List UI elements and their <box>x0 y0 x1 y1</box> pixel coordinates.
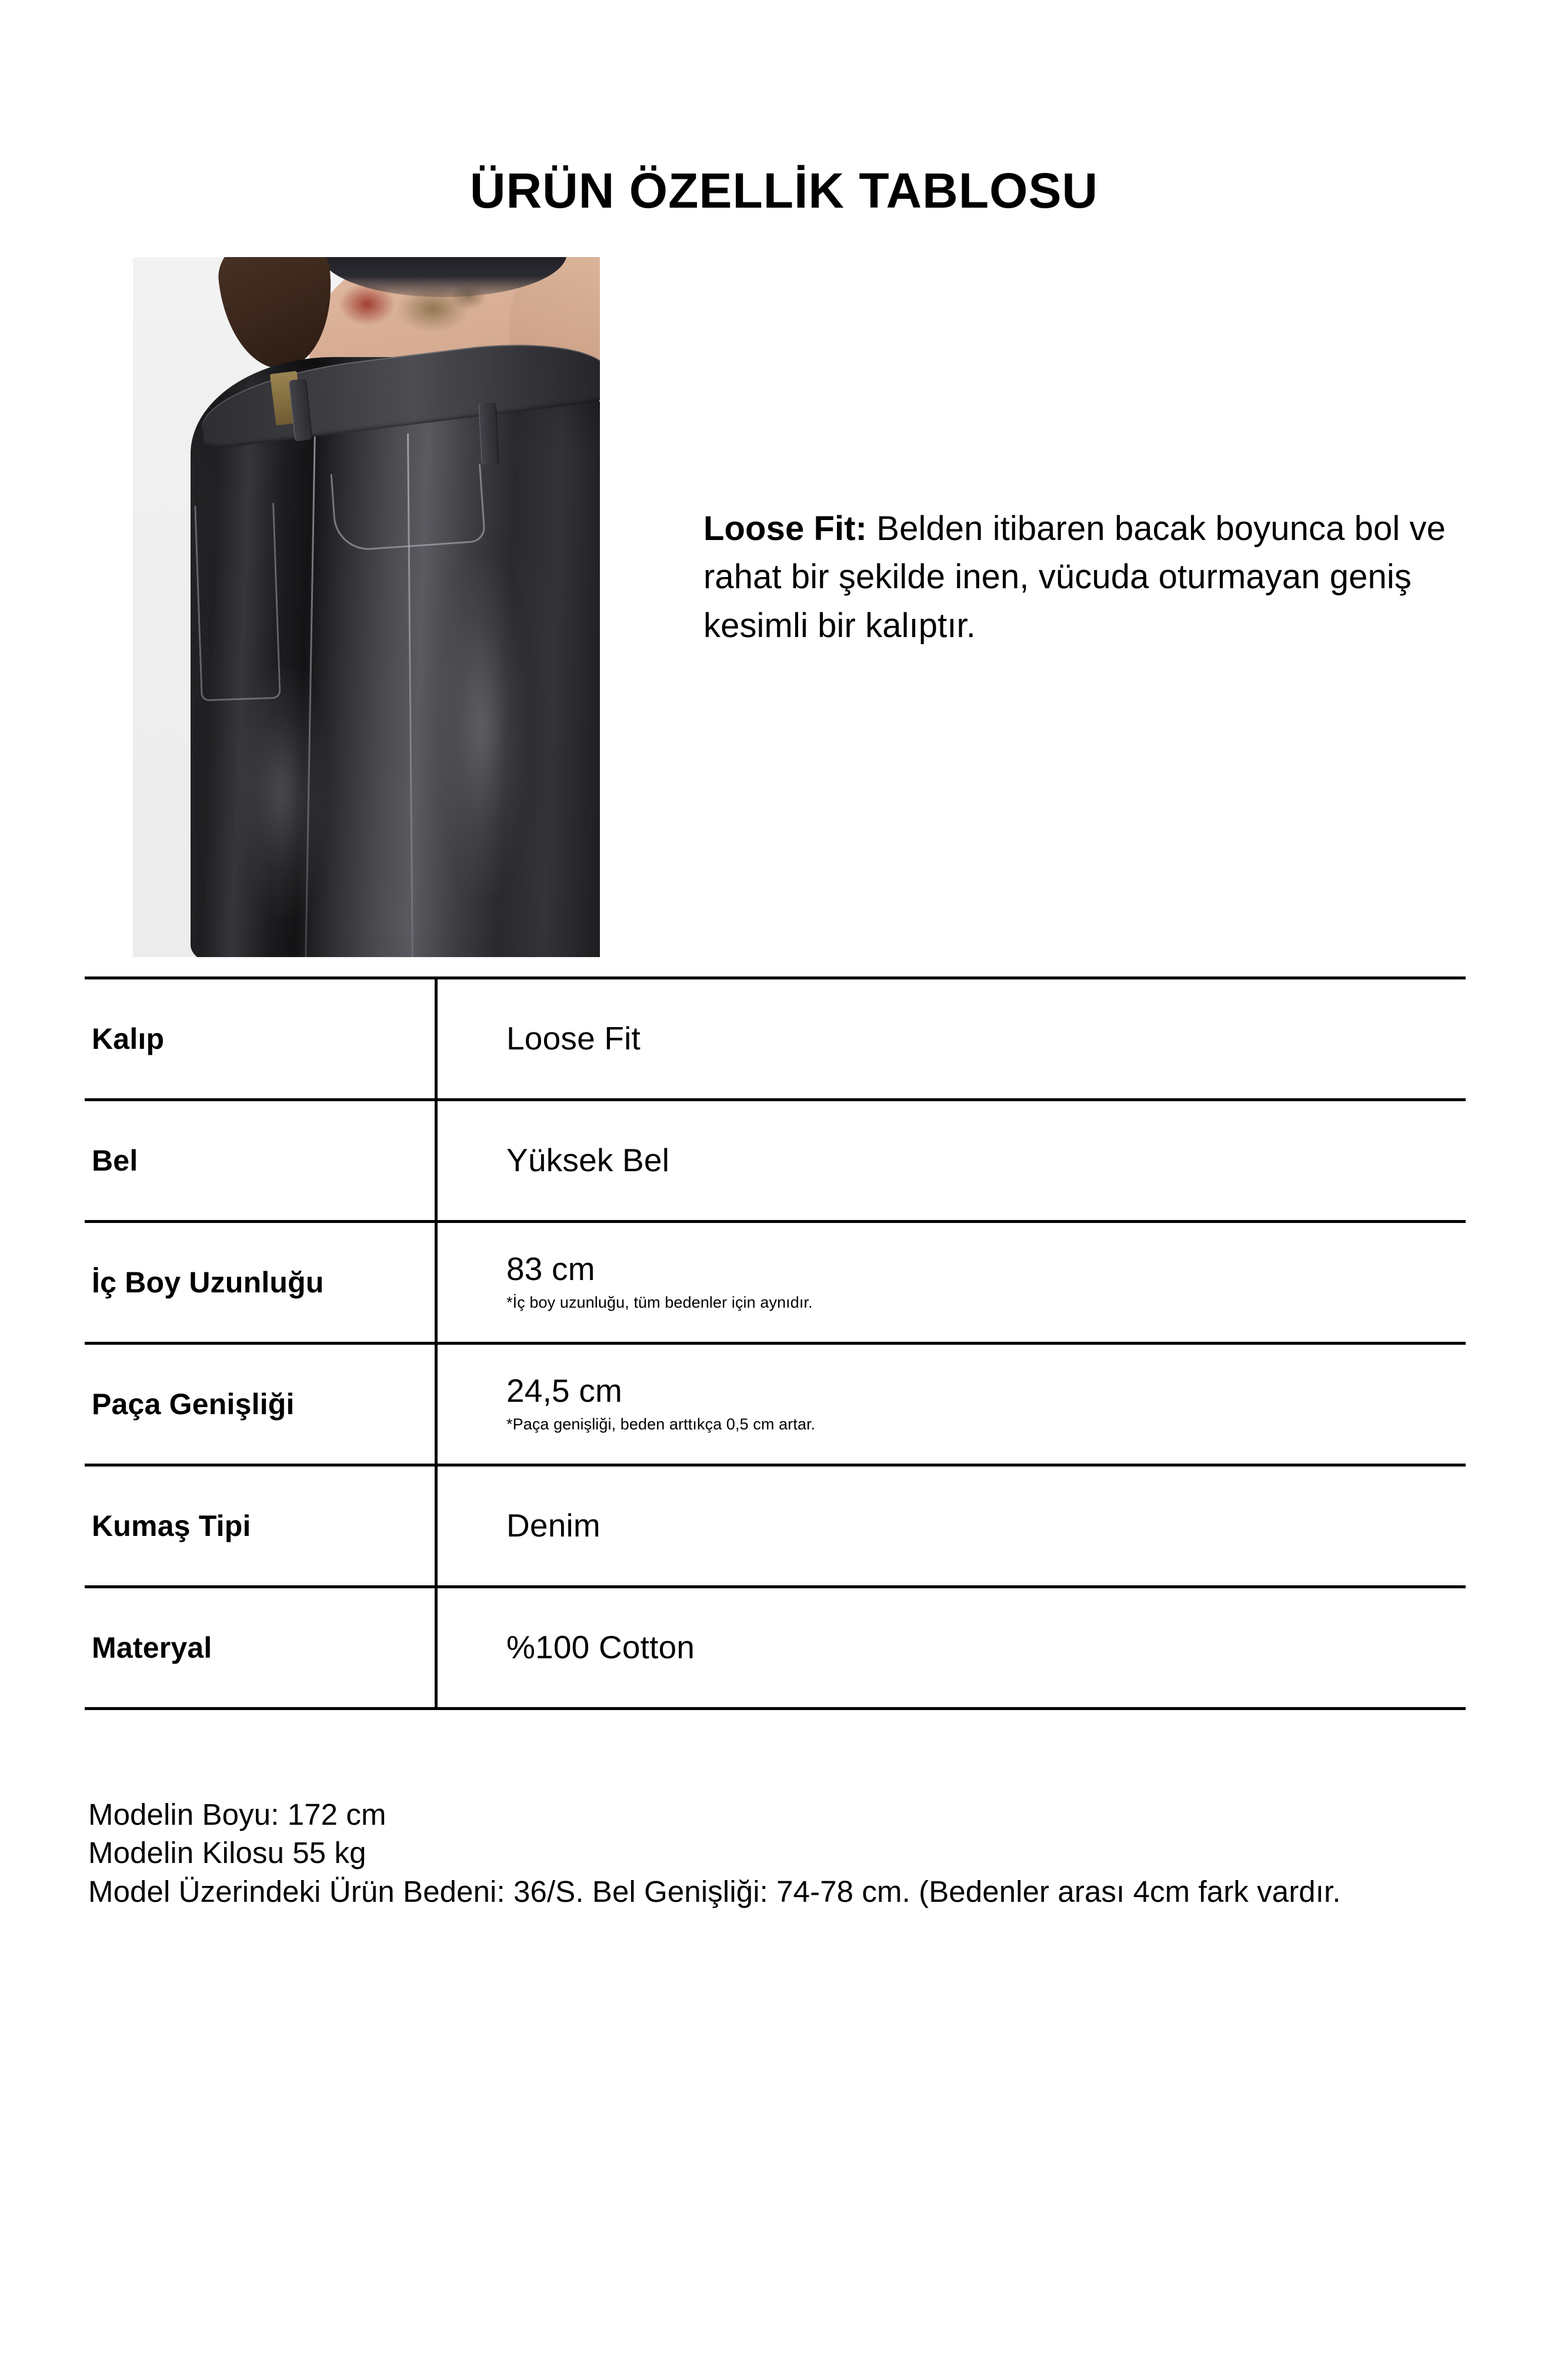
spec-value-cell <box>435 1143 1466 1178</box>
spec-value-cell <box>435 1630 1466 1665</box>
fit-description-text: Belden itibaren bacak boyunca bol ve rahat bir şekilde inen, vücuda oturmayan geniş kesimli bir kalıptır. <box>703 509 1446 645</box>
table-row <box>85 1098 1466 1220</box>
spec-label: Paça Genişliği <box>92 1388 295 1421</box>
spec-value: Loose Fit <box>506 1020 641 1057</box>
denim-side-pocket <box>194 503 281 702</box>
spec-value: Yüksek Bel <box>506 1142 670 1179</box>
table-row <box>85 1342 1466 1464</box>
denim-fade <box>439 563 527 892</box>
spec-label: İç Boy Uzunluğu <box>92 1266 324 1299</box>
spec-value: %100 Cotton <box>506 1629 695 1666</box>
spec-value: 83 cm <box>506 1250 595 1287</box>
spec-label: Kumaş Tipi <box>92 1509 251 1542</box>
denim-back-pocket <box>331 464 486 552</box>
spec-footnote: *İç boy uzunluğu, tüm bedenler için aynıdır. <box>506 1294 813 1312</box>
column-divider <box>435 1220 438 1345</box>
model-size-note: Model Üzerindeki Ürün Bedeni: 36/S. Bel Genişliği: 74-78 cm. (Bedenler arası 4cm fark vardır. <box>88 1874 1341 1908</box>
fit-description <box>703 505 1468 650</box>
spec-value-cell <box>435 1021 1466 1056</box>
spec-value-cell <box>435 1374 1466 1435</box>
spec-value: 24,5 cm <box>506 1372 623 1409</box>
column-divider <box>435 1464 438 1588</box>
spec-value-cell <box>435 1252 1466 1313</box>
table-row <box>85 1464 1466 1585</box>
spec-footnote: *Paça genişliği, beden arttıkça 0,5 cm artar. <box>506 1415 816 1434</box>
spec-label: Materyal <box>92 1631 212 1664</box>
table-row <box>85 976 1466 1098</box>
denim-belt-loop <box>478 402 499 464</box>
column-divider <box>435 1585 438 1710</box>
column-divider <box>435 976 438 1101</box>
denim-fade <box>239 669 327 916</box>
column-divider <box>435 1098 438 1223</box>
table-row <box>85 1585 1466 1710</box>
model-weight: Modelin Kilosu 55 kg <box>88 1836 366 1870</box>
spec-value: Denim <box>506 1507 600 1544</box>
spec-value-cell <box>435 1508 1466 1543</box>
table-row <box>85 1220 1466 1342</box>
column-divider <box>435 1342 438 1467</box>
product-photo <box>133 257 600 957</box>
fit-description-lead: Loose Fit: <box>703 509 868 548</box>
page-title: ÜRÜN ÖZELLİK TABLOSU <box>469 163 1099 218</box>
model-height: Modelin Boyu: 172 cm <box>88 1798 386 1831</box>
spec-label: Kalıp <box>92 1022 165 1055</box>
model-measurements <box>88 1795 1500 1911</box>
spec-label: Bel <box>92 1144 138 1177</box>
product-spec-table <box>85 976 1466 1710</box>
